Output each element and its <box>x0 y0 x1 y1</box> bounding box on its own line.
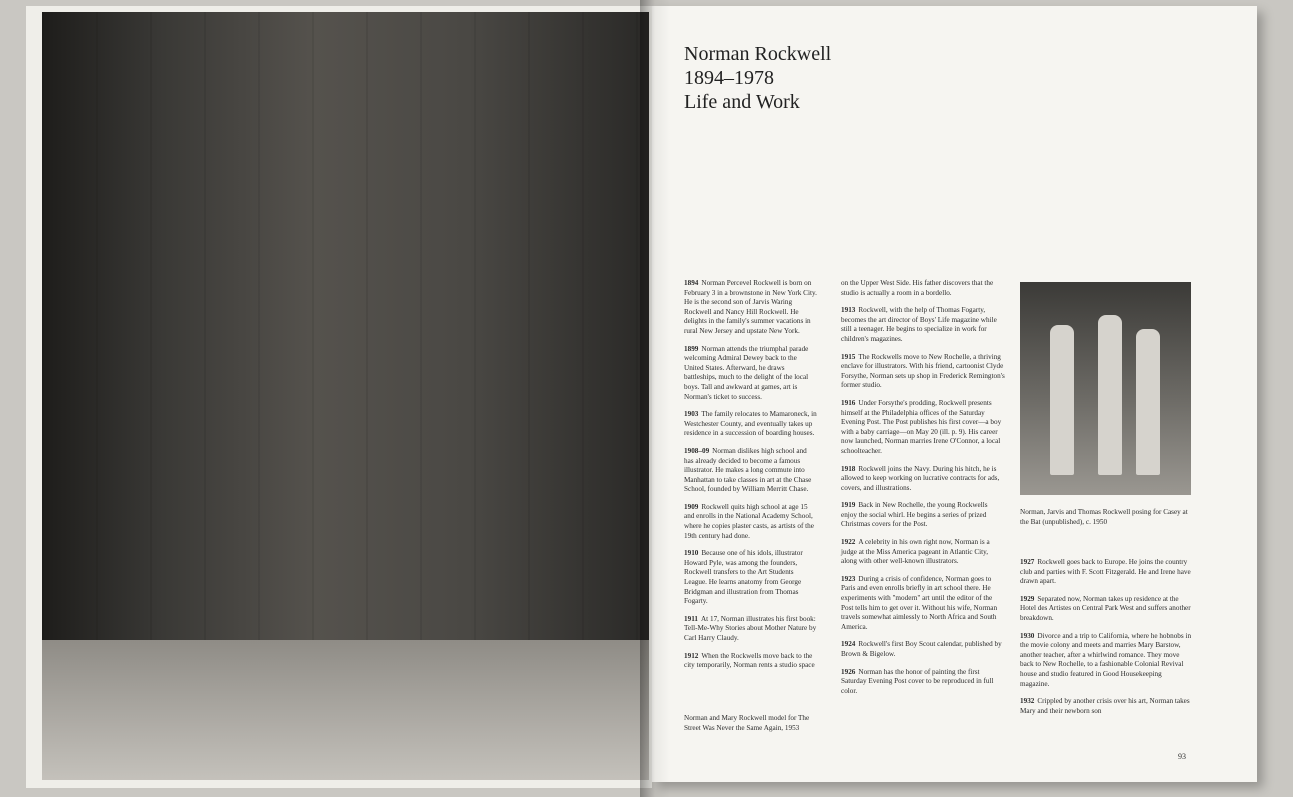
timeline-text: Divorce and a trip to California, where he hobnobs in the movie colony and meets and marries Mary Barstow, another teacher, after a whirlwind romance. They move back to New Rochelle, to a fashionable Colonial Revival house and studio featured in Good Housekeeping magazine. <box>1020 631 1192 688</box>
timeline-text: The family relocates to Mamaroneck, in Westchester County, and eventually takes up residence in a succession of boarding houses. <box>684 410 817 438</box>
photo-figure-3 <box>1136 329 1160 475</box>
timeline-column-2 <box>841 279 1005 704</box>
timeline-text: Crippled by another crisis over his art, Norman takes Mary and their newborn son <box>1020 697 1190 715</box>
photo-caption-left: Norman and Mary Rockwell model for The Street Was Never the Same Again, 1953 <box>684 714 810 732</box>
timeline-entry <box>1020 697 1192 716</box>
timeline-entry <box>841 575 1005 633</box>
timeline-text: During a crisis of confidence, Norman goes to Paris and even enrolls briefly in art school there. He experiments with "modern" art until the editor of the Post tells him to get over it. Without his wife, Norman travels somewhat aimlessly to North Africa and South America. <box>841 574 998 631</box>
timeline-text: Norman dislikes high school and has already decided to become a famous illustrator. He makes a long commute into Manhattan to take classes in art at the Chase School, founded by William Merritt Chase. <box>684 446 812 494</box>
timeline-entry <box>684 410 818 439</box>
timeline-column-3 <box>1020 558 1192 724</box>
timeline-year: 1899 <box>684 344 699 353</box>
timeline-text: Separated now, Norman takes up residence at the Hotel des Artistes on Central Park West and suffers another breakdown. <box>1020 594 1191 622</box>
timeline-text: Norman Percevel Rockwell is born on February 3 in a brownstone in New York City. He is the second son of Jarvis Waring Rockwell and Nancy Hill Rockwell. He delights in the family's summer vacations in rural New Jersey and upstate New York. <box>684 279 817 335</box>
timeline-entry <box>684 549 818 607</box>
timeline-year: 1910 <box>684 549 699 558</box>
book-gutter <box>640 0 670 797</box>
timeline-text: Norman has the honor of painting the first Saturday Evening Post cover to be reproduced in full color. <box>841 667 994 695</box>
timeline-year: 1908–09 <box>684 446 710 455</box>
timeline-text: Norman attends the triumphal parade welcoming Admiral Dewey back to the United States. Afterward, he draws battleships, much to the delight of the local boys. Tall and awkward at games, art is Norman's ticket to success. <box>684 344 809 401</box>
timeline-entry <box>841 399 1005 457</box>
timeline-text: When the Rockwells move back to the city temporarily, Norman rents a studio space <box>684 651 815 670</box>
timeline-text: The Rockwells move to New Rochelle, a thriving enclave for illustrators. With his friend, cartoonist Clyde Forsythe, Norman sets up shop in Frederick Remington's former studio. <box>841 352 1005 390</box>
photo-caption-right: Norman, Jarvis and Thomas Rockwell posing for Casey at the Bat (unpublished), c. 1950 <box>1020 508 1188 526</box>
timeline-entry <box>684 615 818 644</box>
timeline-entry <box>684 652 818 671</box>
timeline-text: Rockwell goes back to Europe. He joins the country club and parties with F. Scott Fitzgerald. He and Irene have drawn apart. <box>1020 558 1191 586</box>
timeline-text: Rockwell, with the help of Thomas Fogarty, becomes the art director of Boys' Life magazine while still a teenager. He begins to specialize in work for children's magazines. <box>841 306 997 343</box>
timeline-column-1 <box>684 279 818 679</box>
timeline-entry <box>684 345 818 403</box>
timeline-entry <box>1020 595 1192 624</box>
timeline-entry <box>1020 558 1192 587</box>
timeline-entry <box>841 668 1005 697</box>
timeline-text: Rockwell joins the Navy. During his hitch, he is allowed to keep working on lucrative contracts for ads, covers, and illustrations. <box>841 464 1000 492</box>
timeline-entry <box>1020 632 1192 690</box>
timeline-year: 1916 <box>841 398 856 407</box>
chapter-heading <box>684 42 831 114</box>
timeline-year: 1929 <box>1020 594 1035 603</box>
timeline-year: 1912 <box>684 651 699 660</box>
timeline-year: 1909 <box>684 502 699 511</box>
timeline-year: 1932 <box>1020 697 1035 706</box>
heading-subtitle: Life and Work <box>684 91 800 113</box>
timeline-entry <box>684 447 818 495</box>
timeline-year: 1911 <box>684 614 698 623</box>
photo-figure-2 <box>1098 315 1122 475</box>
timeline-year: 1924 <box>841 640 856 649</box>
timeline-entry <box>684 279 818 337</box>
timeline-year: 1915 <box>841 352 856 361</box>
timeline-text: Under Forsythe's prodding, Rockwell presents himself at the Philadelphia offices of the Saturday Evening Post. The Post publishes his first cover—a boy with a baby carriage—on May 20 (ill. p. 9). His career now launched, Norman marries Irene O'Connor, a local schoolteacher. <box>841 398 1002 455</box>
timeline-text: Because one of his idols, illustrator Howard Pyle, was among the founders, Rockwell transfers to the Art Students League. He learns anatomy from George Bridgman and illustration from Thomas Fogarty. <box>684 549 803 606</box>
timeline-year: 1918 <box>841 464 856 473</box>
timeline-entry <box>841 640 1005 659</box>
timeline-entry <box>684 503 818 541</box>
timeline-year: 1919 <box>841 501 856 510</box>
timeline-year: 1930 <box>1020 631 1035 640</box>
timeline-text: Rockwell's first Boy Scout calendar, published by Brown & Bigelow. <box>841 640 1002 658</box>
rockwell-brothers-photo <box>1020 282 1191 495</box>
timeline-year: 1894 <box>684 279 699 287</box>
timeline-entry <box>841 465 1005 494</box>
timeline-year: 1926 <box>841 667 856 676</box>
photo-floor <box>42 640 649 780</box>
timeline-entry <box>841 501 1005 530</box>
timeline-entry <box>841 279 1005 298</box>
timeline-text: Back in New Rochelle, the young Rockwells enjoy the social whirl. He begins a series of prized Christmas covers for the Post. <box>841 501 988 529</box>
timeline-text: At 17, Norman illustrates his first book: Tell-Me-Why Stories about Mother Nature by Carl Harry Claudy. <box>684 614 817 642</box>
timeline-text: A celebrity in his own right now, Norman is a judge at the Miss America pageant in Atlantic City, along with other well-known illustrators. <box>841 538 990 566</box>
timeline-entry <box>841 306 1005 344</box>
timeline-text: Rockwell quits high school at age 15 and enrolls in the National Academy School, where he copies plaster casts, as artists of the 19th century had done. <box>684 502 814 540</box>
timeline-year: 1903 <box>684 410 699 419</box>
heading-name: Norman Rockwell <box>684 43 832 65</box>
timeline-entry <box>841 538 1005 567</box>
timeline-year: 1927 <box>1020 558 1035 566</box>
page-number: 93 <box>1178 752 1186 761</box>
photo-figure-1 <box>1050 325 1074 475</box>
timeline-text: on the Upper West Side. His father discovers that the studio is actually a room in a bordello. <box>841 279 994 297</box>
timeline-year: 1922 <box>841 538 856 547</box>
timeline-year: 1913 <box>841 306 856 315</box>
timeline-year: 1923 <box>841 574 856 583</box>
rockwell-couple-photo <box>42 12 649 780</box>
heading-years: 1894–1978 <box>684 67 774 89</box>
timeline-entry <box>841 353 1005 391</box>
